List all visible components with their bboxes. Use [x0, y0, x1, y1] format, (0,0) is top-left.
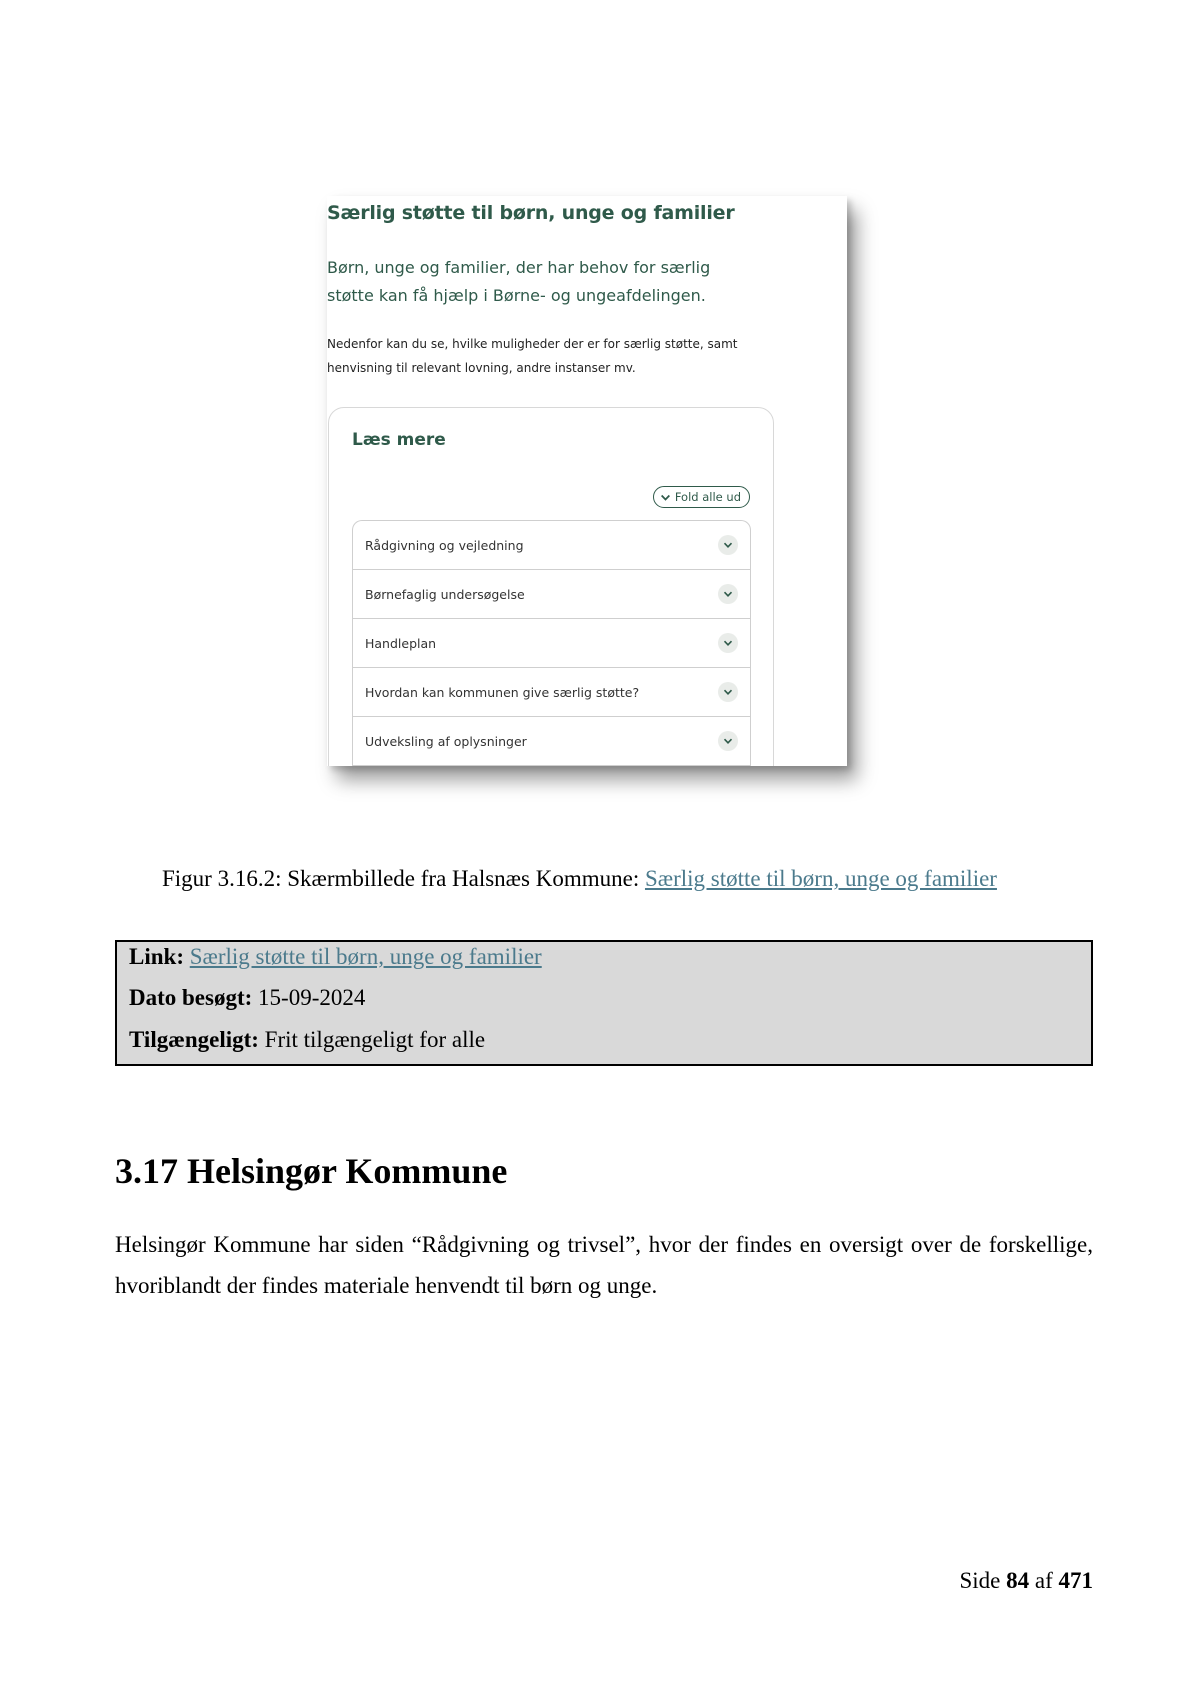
section-heading: 3.17 Helsingør Kommune	[115, 1151, 508, 1191]
caption-prefix: Figur 3.16.2: Skærmbillede fra Halsnæs Kommune:	[162, 866, 645, 891]
chevron-down-icon	[718, 731, 738, 751]
accordion-item-saerlig-stoette[interactable]	[353, 668, 750, 717]
accordion-item-handleplan[interactable]	[353, 619, 750, 668]
accordion-item-label: Børnefaglig undersøgelse	[365, 586, 525, 602]
info-date-row	[129, 985, 365, 1011]
figure-caption	[162, 866, 997, 892]
page-sep: af	[1034, 1568, 1053, 1593]
info-link[interactable]: Særlig støtte til børn, unge og familier	[189, 944, 542, 969]
info-link-row	[129, 944, 542, 970]
figure-screenshot	[327, 196, 847, 766]
page-current: 84	[1006, 1568, 1030, 1593]
info-access-label: Tilgængeligt:	[129, 1027, 259, 1052]
screenshot-body-text: Nedenfor kan du se, hvilke muligheder der er for særlig støtte, samt henvisning til relevant lovning, andre instanser mv.	[327, 337, 738, 375]
accordion-item-label: Rådgivning og vejledning	[365, 537, 524, 553]
chevron-down-icon	[718, 535, 738, 555]
chevron-down-icon	[718, 682, 738, 702]
info-access-value: Frit tilgængeligt for alle	[264, 1027, 486, 1052]
accordion-list	[352, 520, 751, 766]
read-more-card	[328, 407, 774, 766]
accordion-item-raadgivning[interactable]	[353, 521, 750, 570]
page-number	[959, 1568, 1093, 1594]
accordion-item-undersoegelse[interactable]	[353, 570, 750, 619]
accordion-item-label: Hvordan kan kommunen give særlig støtte?	[365, 684, 640, 700]
fold-all-label: Fold alle ud	[674, 490, 741, 504]
page-prefix: Side	[959, 1568, 1001, 1593]
screenshot-title: Særlig støtte til børn, unge og familier	[327, 202, 735, 224]
screenshot-lead-text: Børn, unge og familier, der har behov for særlig støtte kan få hjælp i Børne- og ungeafdelingen.	[327, 258, 711, 305]
accordion-item-udveksling[interactable]	[353, 717, 750, 766]
fold-all-button[interactable]	[653, 486, 750, 508]
chevron-down-icon	[718, 584, 738, 604]
caption-link[interactable]: Særlig støtte til børn, unge og familier	[644, 866, 997, 891]
accordion-item-label: Udveksling af oplysninger	[365, 733, 527, 749]
info-link-label: Link:	[129, 944, 184, 969]
section-paragraph: Helsingør Kommune har siden “Rådgivning og trivsel”, hvor der findes en oversigt over de forskellige, hvoriblandt der findes materiale henvendt til børn og unge.	[115, 1232, 1093, 1298]
info-date-value: 15-09-2024	[258, 985, 366, 1010]
read-more-title: Læs mere	[352, 430, 446, 450]
info-access-row	[129, 1027, 485, 1053]
accordion-item-label: Handleplan	[365, 635, 437, 651]
page-total: 471	[1058, 1568, 1093, 1593]
chevron-down-icon	[660, 492, 671, 503]
chevron-down-icon	[718, 633, 738, 653]
info-date-label: Dato besøgt:	[129, 985, 253, 1010]
source-info-box	[115, 940, 1093, 1066]
